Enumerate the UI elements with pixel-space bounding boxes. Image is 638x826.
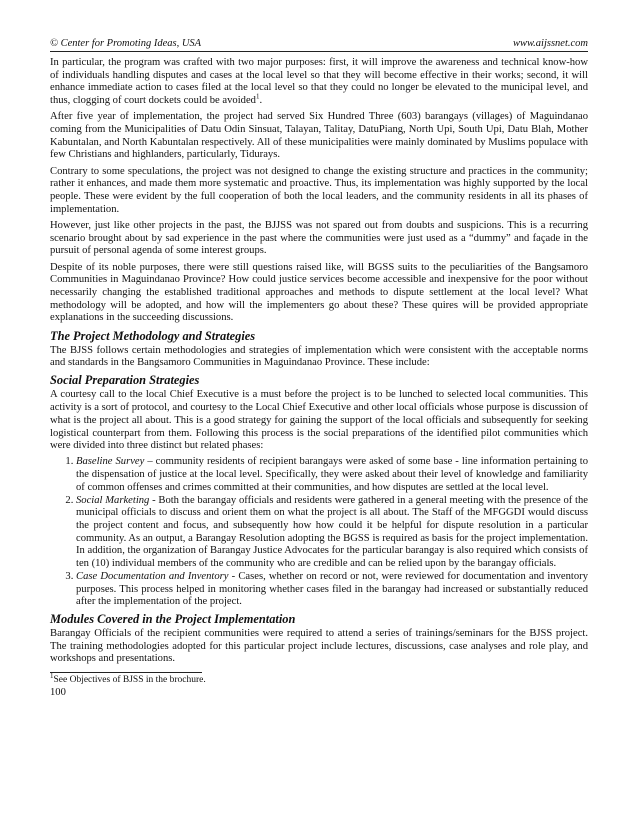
footnote-divider [50, 672, 202, 673]
paragraph-methodology: The BJSS follows certain methodologies and strategies of implementation which were consistent with the acceptable norms and standards in the Bangsamoro Communities in Maguindanao Province. These include: [50, 344, 588, 369]
footnote-ref: 1 [255, 92, 260, 101]
paragraph-speculations: Contrary to some speculations, the project was not designed to change the existing structure and practices in the community; rather it enhances, and made them more systematic and proactive. Thus, its implementation was highly supported by the local people. These were evident by the full cooperation of both the local leaders, and the community residents in all its phases of implementation. [50, 165, 588, 215]
footnote: $^1$See Objectives of BJSS in the brochure. [50, 671, 206, 686]
page-number: 100 [50, 687, 66, 699]
paragraph-modules: Barangay Officials of the recipient communities were required to attend a series of trainings/seminars for the BJSS project. The training methodologies adopted for this particular project include lectures, discussions, case analyses and role play, and workshops and presentations. [50, 627, 588, 665]
heading-methodology: The Project Methodology and Strategies [50, 328, 256, 343]
list-item: 1. Baseline Survey – community residents of recipient barangays were asked of some base - line information pertaining to the dispensation of justice at the local level. Specifically, they were asked about their level of knowledge and familiarity of common offenses and crimes committed at their communities, and how disputes are settled at the local level. [76, 456, 588, 494]
paragraph-purposes: In particular, the program was crafted with two major purposes: first, it will improve the awareness and technical know-how of individuals handling disputes and cases at the local level so that they will become effective in their works; second, it will enhance immediate action to cases filed at the local level so that they could no longer be elevated to the municipal level, and thus, clogging of court dockets could be avoided$^1$. [50, 57, 588, 107]
heading-modules: Modules Covered in the Project Implementation [50, 611, 296, 626]
paragraph-doubts: However, just like other projects in the past, the BJJSS was not spared out from doubts and suspicions. This is a recurring scenario brought about by sad experience in the past where the communities were just used as a “dummy” and façade in the pursuit of personal agenda of some interest groups. [50, 219, 588, 257]
header-publisher: © Center for Promoting Ideas, USA [50, 38, 202, 49]
running-header [50, 38, 588, 52]
page [50, 38, 588, 698]
heading-social-preparation: Social Preparation Strategies [50, 373, 200, 388]
list-item: 2. Social Marketing - Both the barangay officials and residents were gathered in a general meeting with the presence of the municipal officials to discuss and orient them on what the project is all about. The Staff of the MFGGDI would discuss the project content and focus, and subsequently how how could it be helpful for dispute resolution in a particular community. As an output, a Barangay Resolution adopting the BGSS is required as basis for the project implementation. In addition, the organization of Barangay Justice Advocates for the particular barangay is also required which consists of ten (10) individual members of the community who are credible and can be relied upon by the barangay officials. [76, 495, 588, 571]
paragraph-social-preparation: A courtesy call to the local Chief Executive is a must before the project is to be lunched to selected local communities. This activity is a sort of protocol, and courtesy to the Local Chief Executive and other local officials whose purpose is discussion of what is the project all about. This is a good strategy for gaining the support of the local officials and subsequently for seeking logistical counterpart from them. Following this process is the social preparations of the identified pilot communities which were divided into three distinct but related phases: [50, 389, 588, 452]
header-url: www.aijssnet.com [512, 38, 588, 49]
list-item: 3. Case Documentation and Inventory - Cases, whether on record or not, were reviewed for documentation and inventory purposes. This process helped in monitoring whether cases filed in the barangay had increased or substantially reduced after the implementation of the project. [76, 571, 588, 609]
paragraph-questions: Despite of its noble purposes, there were still questions raised like, will BGSS suits to the peculiarities of the Bangsamoro Communities in Maguindanao Province? How could justice services become accessible and inexpensive for the poor without necessarily changing the established traditional approaches and methods to dispute settlement at the local level? What methodology will be adopted, and how will the implementers go about these? These quires will be provided appropriate explanations in the succeeding discussions. [50, 261, 588, 324]
phases-list [50, 456, 588, 608]
paragraph-implementation: After five year of implementation, the project had served Six Hundred Three (603) barangays (villages) of Maguindanao coming from the Municipalities of Datu Odin Sinsuat, Talayan, Talitay, DatuPiang, North Upi, South Upi, Datu Blah, Mother Kabuntalan, and North Kabuntalan respectively. All of these municipalities were mainly dominated by Muslims populace with few Christians and highlanders, particularly, Tidurays. [50, 111, 588, 161]
